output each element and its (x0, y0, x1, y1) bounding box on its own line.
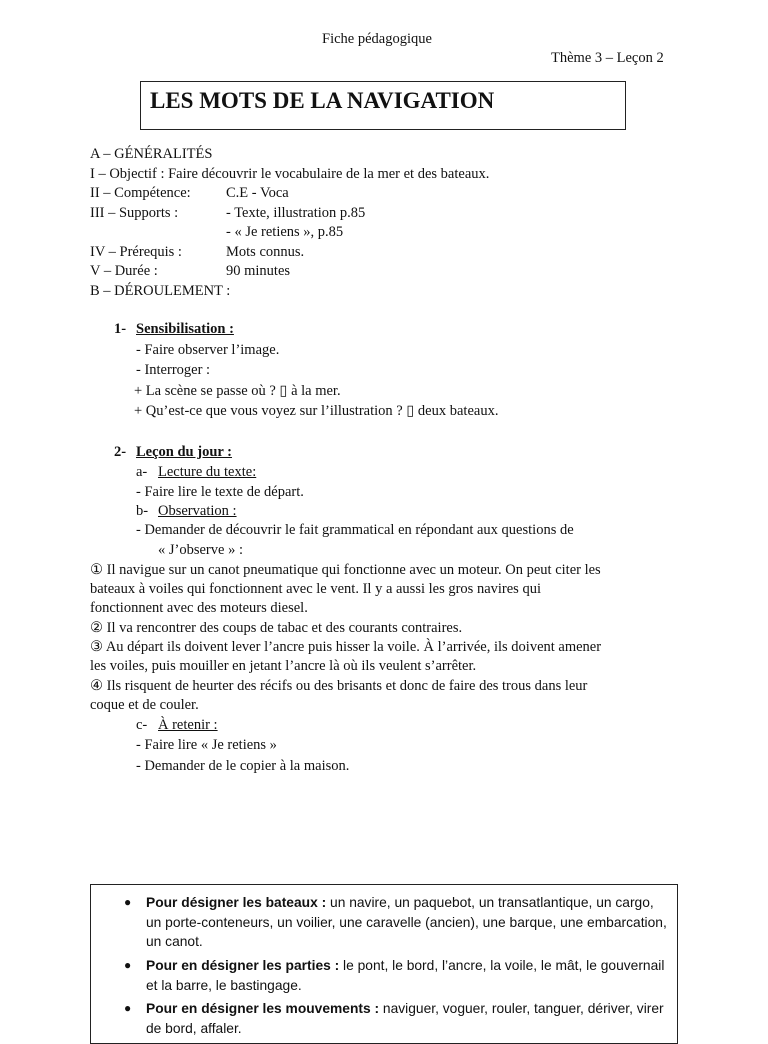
step2-c-item: - Faire lire « Je retiens » (136, 737, 277, 753)
step2-b-item: - Demander de découvrir le fait grammatical en répondant aux questions de (136, 522, 574, 538)
step1-number: 1- (114, 321, 127, 337)
competence-label: II – Compétence: (90, 185, 191, 201)
list-item-label: Pour désigner les bateaux : (146, 895, 327, 910)
list-item (124, 893, 671, 952)
step2-c-title: À retenir : (158, 717, 218, 733)
duree-value: 90 minutes (226, 263, 291, 279)
answer-line: ① Il navigue sur un canot pneumatique qui fonctionne avec un moteur. On peut citer les (90, 562, 601, 578)
je-retiens-box (90, 884, 678, 1044)
step2-a-item: - Faire lire le texte de départ. (136, 484, 304, 500)
answer-line: les voiles, puis mouiller en jetant l’ancre là où ils veulent s’arrêter. (90, 658, 477, 674)
step1-title: Sensibilisation : (136, 321, 234, 337)
step2-b-marker: b- (136, 503, 149, 519)
duree-label: V – Durée : (90, 263, 158, 279)
answer-line: ② Il va rencontrer des coups de tabac et des courants contraires. (90, 620, 463, 636)
list-item (124, 999, 671, 1038)
answer-line: coque et de couler. (90, 697, 199, 713)
answer-line: ③ Au départ ils doivent lever l’ancre puis hisser la voile. À l’arrivée, ils doivent amener (90, 639, 602, 655)
step1-item: + La scène se passe où ? ▯ à la mer. (134, 383, 341, 399)
deroulement-heading: B – DÉROULEMENT : (90, 283, 231, 299)
doc-type-label: Fiche pédagogique (322, 31, 432, 47)
step2-b-title: Observation : (158, 503, 237, 519)
step1-item: - Faire observer l’image. (136, 342, 280, 358)
prerequis-label: IV – Prérequis : (90, 244, 182, 260)
step2-c-item: - Demander de le copier à la maison. (136, 758, 350, 774)
step2-a-marker: a- (136, 464, 148, 480)
bullet-icon: ● (124, 958, 132, 972)
theme-lesson-label: Thème 3 – Leçon 2 (551, 50, 664, 66)
step2-number: 2- (114, 444, 127, 460)
step1-item: + Qu’est-ce que vous voyez sur l’illustration ? ▯ deux bateaux. (134, 403, 499, 419)
competence-value: C.E - Voca (226, 185, 289, 201)
generalites-heading: A – GÉNÉRALITÉS (90, 146, 213, 162)
list-item-text: naviguer, voguer, rouler, tanguer, dériver, virer de bord, affaler. (146, 1001, 664, 1036)
list-item-text: un navire, un paquebot, un transatlantique, un cargo, un porte-conteneurs, un voilier, une caravelle (ancien), une barque, une embarcation, un canot. (146, 895, 667, 949)
objectif-line: I – Objectif : Faire découvrir le vocabulaire de la mer et des bateaux. (90, 166, 490, 182)
title-box (140, 81, 626, 130)
prerequis-value: Mots connus. (226, 244, 305, 260)
step2-b-item-cont: « J’observe » : (158, 542, 243, 558)
supports-label: III – Supports : (90, 205, 179, 221)
step2-c-marker: c- (136, 717, 148, 733)
list-item-label: Pour en désigner les parties : (146, 958, 340, 973)
list-item-label: Pour en désigner les mouvements : (146, 1001, 380, 1016)
answer-line: bateaux à voiles qui fonctionnent avec le vent. Il y a aussi les gros navires qui (90, 581, 541, 597)
step1-item: - Interroger : (136, 362, 211, 378)
answer-line: ④ Ils risquent de heurter des récifs ou des brisants et donc de faire des trous dans leur (90, 678, 588, 694)
step2-title: Leçon du jour : (136, 444, 233, 460)
supports-value-1: - Texte, illustration p.85 (226, 205, 366, 221)
step2-a-title: Lecture du texte: (158, 464, 257, 480)
supports-value-2: - « Je retiens », p.85 (226, 224, 344, 240)
answer-line: fonctionnent avec des moteurs diesel. (90, 600, 308, 616)
page-title: LES MOTS DE LA NAVIGATION (150, 88, 495, 113)
bullet-icon: ● (124, 895, 132, 909)
bullet-icon: ● (124, 1001, 132, 1015)
list-item-text: le pont, le bord, l’ancre, la voile, le mât, le gouvernail et la barre, le bastingage. (146, 958, 665, 993)
list-item (124, 956, 671, 995)
